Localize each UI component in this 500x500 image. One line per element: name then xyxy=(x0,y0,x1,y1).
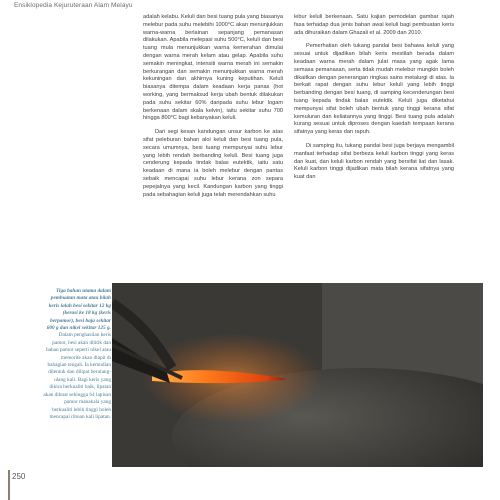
caption-body: Dalam penghasilan keris pamor, besi akan dititik dan bahan pamor seperti nikel atau meteorite akan diapit di bahagian tengah. Ia kemudian dilentuk dan dilipat berulang-ulang kali. Bagi keris yang dikira berkualiti baik, lipatan akan dibuat sehingga 64 lapisan pamor manakala yang berkualiti lebih tinggi boleh mencapai ribuan kali lipatan. xyxy=(43,332,111,420)
caption-lead: Tiga bahan utama dalam pembuatan mata atau bilah keris ialah besi sekitar 12 kg (kerasi ke 18 kg (keris berpamor), besi baja sekitar 600 g dan nikel sekitar 125 g. xyxy=(46,288,111,332)
left-paragraph-1: adalah kelabu. Keluli dan besi tuang pula yang biasanya melebur pada suhu melebihi 1000°C akan menunjukkan warna-warna berlainan sepanjang pemanasan dilakukan. Apabila melepasi suhu 500°C, keluli dan besi tuang mula menunjukkan warna kemerahan dimulai dengan warna merah kelam atau gelap. Apabila suhu semakin meningkat, intensiti warna merah ini semakin berkurangan dan semakin menunjukkan warna merah kekuningan dan akhirnya kuning keputihan. Keluli biasanya ditempa dalam keadaan kerja panas (hot working, yang bermaksud kerja ubah bentuk dilakukan pada suhu sekitar 60% daripada suhu lebur logam berkenaan dalam skala kelvin), iaitu sekitar suhu 700 hingga 800°C bagi kebanyakan keluli. xyxy=(143,14,283,122)
right-paragraph-1: lebur keluli berkenaan. Satu kajian pemodelan gambar rajah fasa terhadap dua jenis bahan awal keluli bagi pembuatan keris ada dihuraikan dalam Ghazali et al. 2009 dan 2010. xyxy=(294,14,454,36)
left-text-column xyxy=(143,14,283,205)
running-header: Ensiklopedia Kejuruteraan Alam Melayu xyxy=(14,2,133,9)
forging-illustration xyxy=(112,283,483,467)
page-number-bar xyxy=(8,470,10,500)
right-paragraph-2: Pemerhatian oleh tukang pandai besi bahawa keluli yang sesuai untuk dijadikan bilah keris mestilah berada dalam keadaan warna merah dalam julat masa yang agak lama semasa pemanasan, serta tidak mudah melebur mungkin boleh dikaitkan dengan penerangan ringkas sains metalurgi di atas. Ia berkait rapat dengan suhu lebur keluli yang lebih tinggi berbanding dengan besi tuang, di samping kecenderungan besi tuang kepada tindak balas eutektik. Keluli juga diketahui mempunyai sifat boleh ubah bentuk yang tinggi kerana sifat kemuluran dan keliatannya yang tinggi. Besi tuang pula adalah kurang sesuai untuk diproses dengan kaedah tempaan kerana sifatnya yang keras dan rapuh. xyxy=(294,43,454,136)
page-number: 250 xyxy=(12,472,26,481)
right-paragraph-3: Di samping itu, tukang pandai besi juga berjaya mengambil manfaat terhadap sifat berbeza keluli karbon tinggi yang keras dan kuat, dan keluli karbon rendah yang bersifat liat dan lasak. Keluli karbon tinggi dijadikan mata bilah kerana sifatnya yang kuat dan xyxy=(294,142,454,181)
left-paragraph-2: Dari segi kesan kandungan unsur karbon ke atas sifat peleburan bahan aloi keluli dan besi tuang pula, secara umumnya, besi tuang mempunyai suhu lebur yang lebih rendah berbanding keluli. Besi tuang juga cenderung kepada tindak balas eutektik, iaitu satu keadaan di mana ia boleh melebur dengan pantas sebaik mencapai suhu lebur kerana zon separa pepejalnya yang kecil. Kandungan karbon yang tinggi pada sebahagian keluli juga telah merendahkan suhu xyxy=(143,129,283,198)
forging-photo xyxy=(112,283,483,467)
right-text-column xyxy=(294,14,454,188)
photo-caption xyxy=(43,288,111,421)
